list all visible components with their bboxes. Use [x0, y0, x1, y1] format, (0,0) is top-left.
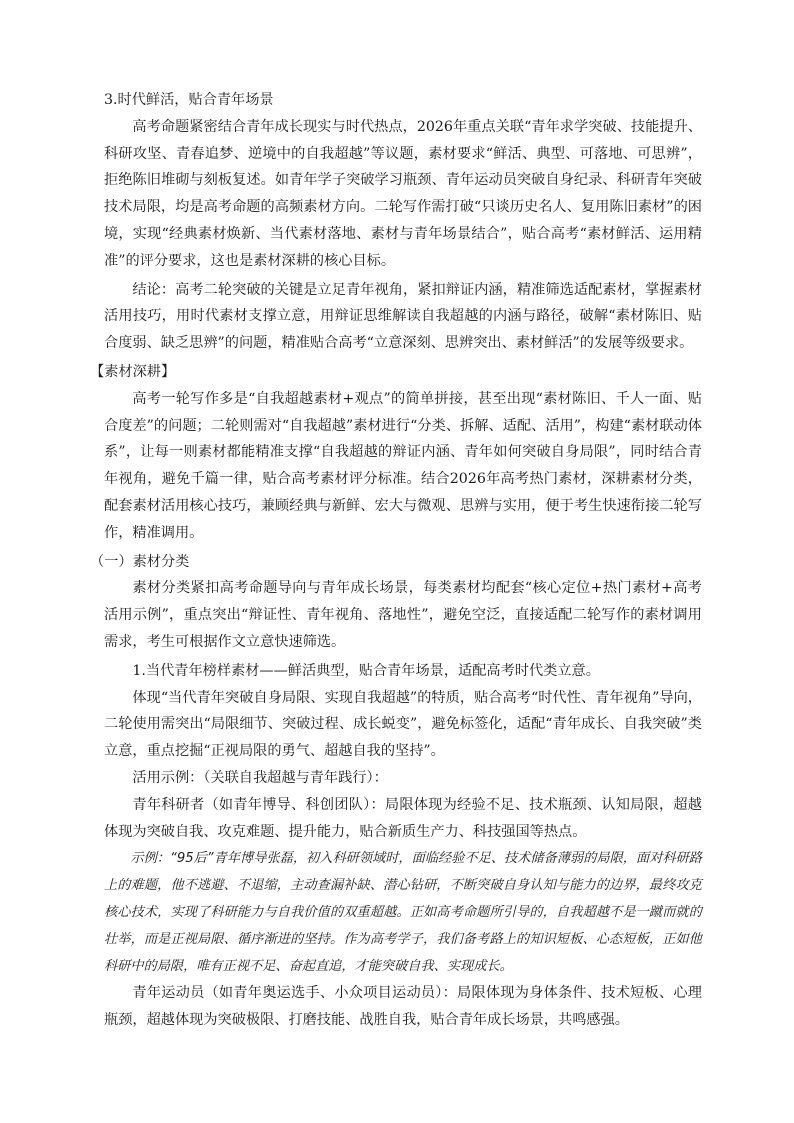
classification-body: 素材分类紧扣高考命题导向与青年成长场景，每类素材均配套“核心定位+热门素材+高考活用示例”，重点突出“辩证性、青年视角、落地性”，避免空泛，直接适配二轮写作的素材调用需求，考生可根据作文立意快速筛选。	[104, 580, 702, 650]
young-researcher-paragraph: 青年科研者（如青年博导、科创团队）：局限体现为经验不足、技术瓶颈、认知局限，超越体现为突破自我、攻克难题、提升能力，贴合新质生产力、科技强国等热点。	[104, 796, 702, 840]
item-1-body: 体现“当代青年突破自身局限、实现自我超越”的特质，贴合高考“时代性、青年视角”导向，二轮使用需突出“局限细节、突破过程、成长蜕变”，避免标签化，适配“青年成长、自我突破”类立意，重点挖掘“正视局限的勇气、超越自我的坚持”。	[104, 689, 702, 760]
example-paragraph: 示例：“95后”青年博导张磊，初入科研领域时，面临经验不足、技术储备薄弱的局限，面对科研路上的难题，他不逃避、不退缩，主动查漏补缺、潜心钻研，不断突破自身认知与能力的边界，最终攻克核心技术，实现了科研能力与自我价值的双重超越。正如高考命题所引导的，自我超越不是一蹴而就的壮举，而是正视局限、循序渐进的坚持。作为高考学子，我们备考路上的知识短板、心态短板，正如他科研中的局限，唯有正视不足、奋起直追，才能突破自我、实现成长。	[104, 851, 702, 975]
material-deep-title: 【素材深耕】	[90, 363, 176, 380]
conclusion-paragraph: 结论：高考二轮突破的关键是立足青年视角，紧扣辩证内涵，精准筛选适配素材，掌握素材活用技巧，用时代素材支撑立意，用辩证思维解读自我超越的内涵与路径，破解“素材陈旧、贴合度弱、缺乏思辨”的问题，精准贴合高考“立意深刻、思辨突出、素材鲜活”的发展等级要求。	[104, 281, 702, 352]
classification-title: （一）素材分类	[90, 553, 190, 570]
material-deep-body: 高考一轮写作多是“自我超越素材+观点”的简单拼接，甚至出现“素材陈旧、千人一面、贴合度差”的问题；二轮则需对“自我超越”素材进行“分类、拆解、适配、活用”，构建“素材联动体系”，让每一则素材都能精准支撑“自我超越的辩证内涵、青年如何突破自身局限”，同时结合青年视角，避免千篇一律，贴合高考素材评分标准。结合2026年高考热门素材，深耕素材分类，配套素材活用核心技巧，兼顾经典与新鲜、宏大与微观、思辨与实用，便于考生快速衔接二轮写作，精准调用。	[104, 390, 702, 541]
item-1-title: 1.当代青年榜样素材——鲜活典型，贴合青年场景，适配高考时代类立意。	[132, 662, 600, 679]
section-3-title: 3.时代鲜活，贴合青年场景	[104, 92, 274, 108]
young-athlete-paragraph: 青年运动员（如青年奥运选手、小众项目运动员）：局限体现为身体条件、技术短板、心理瓶颈，超越体现为突破极限、打磨技能、战胜自我，贴合青年成长场景，共鸣感强。	[104, 985, 702, 1029]
section-3-body: 高考命题紧密结合青年成长现实与时代热点，2026年重点关联“青年求学突破、技能提升、科研攻坚、青春追梦、逆境中的自我超越”等议题，素材要求“鲜活、典型、可落地、可思辨”，拒绝陈旧堆砌与刻板复述。如青年学子突破学习瓶颈、青年运动员突破自身纪录、科研青年突破技术局限，均是高考命题的高频素材方向。二轮写作需打破“只谈历史名人、复用陈旧素材”的困境，实现“经典素材焕新、当代素材落地、素材与青年场景结合”，贴合高考“素材鲜活、运用精准”的评分要求，这也是素材深耕的核心目标。	[104, 118, 702, 269]
usage-example-title: 活用示例：（关联自我超越与青年践行）：	[132, 769, 388, 786]
